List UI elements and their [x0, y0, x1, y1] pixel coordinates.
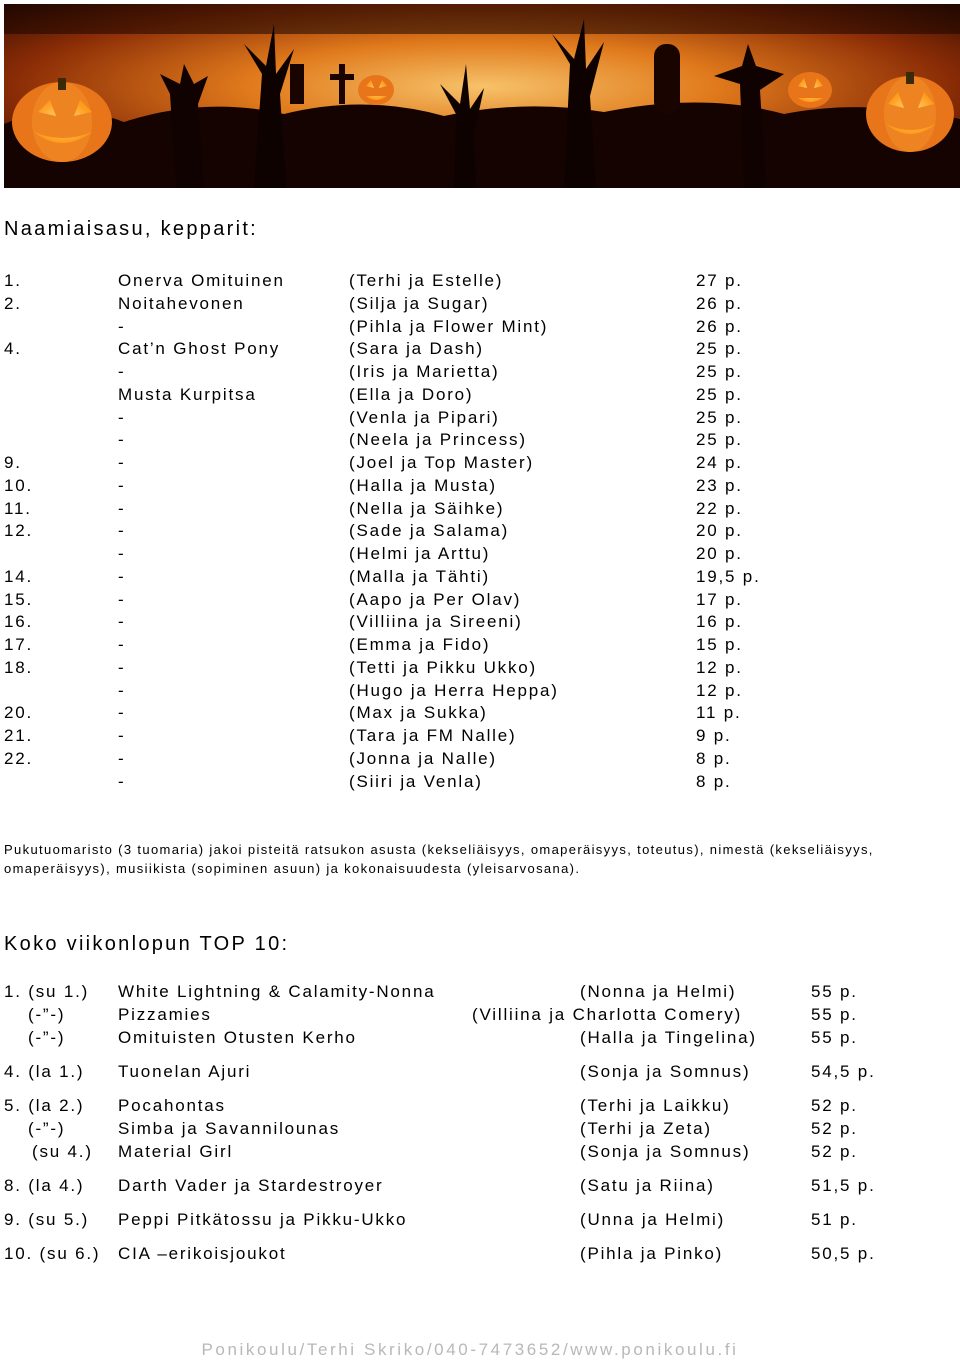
rank-cell: 15. [4, 589, 34, 609]
points-cell: 11 p. [696, 703, 742, 723]
points-cell: 52 p. [811, 1096, 858, 1115]
riders-cell: (Joel ja Top Master) [349, 453, 534, 472]
riders-cell: (Ella ja Doro) [349, 384, 474, 404]
rank-cell: 10. [4, 475, 34, 495]
riders-cell: (Terhi ja Zeta) [580, 1119, 712, 1138]
points-cell: 25 p. [696, 407, 743, 427]
riders-cell: (Villiina ja Sireeni) [349, 612, 523, 632]
points-cell: 51,5 p. [811, 1176, 876, 1195]
costume-name-cell: Tuonelan Ajuri [118, 1062, 252, 1081]
horse-name-cell: - [118, 612, 126, 632]
points-cell: 54,5 p. [811, 1062, 876, 1081]
points-cell: 16 p. [696, 612, 743, 632]
costume-name-cell: Simba ja Savannilounas [118, 1119, 340, 1138]
costume-name-cell: Material Girl [118, 1142, 234, 1161]
horse-name-cell: - [118, 521, 126, 541]
costume-name-cell: Darth Vader ja Stardestroyer [118, 1176, 384, 1195]
points-cell: 51 p. [811, 1210, 858, 1229]
points-cell: 55 p. [811, 1005, 858, 1024]
riders-cell: (Pihla ja Pinko) [580, 1244, 724, 1263]
riders-cell: (Unna ja Helmi) [580, 1210, 726, 1229]
horse-name-cell: - [118, 589, 126, 609]
rank-cell: 4. [4, 339, 22, 359]
points-cell: 26 p. [696, 316, 743, 336]
horse-name-cell: Onerva Omituinen [118, 271, 285, 290]
judging-note: Pukutuomaristo (3 tuomaria) jakoi pisteitä ratsukon asusta (kekseliäisyys, omaperäisyys, toteutus), nimestä (kekseliäisyys, omaperäisyys), musiikista (sopiminen asuun) ja kokonaisuudesta (yleisarvosana). [4, 842, 874, 876]
rank-cell: (-”-) [28, 1028, 66, 1047]
rank-cell: 20. [4, 703, 34, 723]
horse-name-cell: - [118, 680, 126, 700]
points-cell: 50,5 p. [811, 1244, 876, 1263]
rank-cell: (su 4.) [32, 1142, 93, 1161]
points-cell: 25 p. [696, 384, 743, 404]
horse-name-cell: - [118, 635, 126, 654]
points-cell: 20 p. [696, 544, 743, 563]
points-cell: 27 p. [696, 271, 743, 290]
horse-name-cell: - [118, 748, 126, 768]
horse-name-cell: - [118, 475, 126, 495]
riders-cell: (Sonja ja Somnus) [580, 1062, 751, 1081]
rank-cell: 2. [4, 293, 22, 313]
rank-cell: 18. [4, 657, 34, 677]
section-title-top10: Koko viikonlopun TOP 10: [4, 933, 290, 955]
section-title-costume: Naamiaisasu, kepparit: [4, 218, 259, 240]
riders-cell: (Siiri ja Venla) [349, 771, 483, 791]
riders-cell: (Hugo ja Herra Heppa) [349, 680, 559, 700]
points-cell: 22 p. [696, 498, 743, 518]
horse-name-cell: Noitahevonen [118, 293, 245, 313]
horse-name-cell: - [118, 430, 126, 450]
riders-cell: (Tara ja FM Nalle) [349, 726, 517, 745]
riders-cell: (Pihla ja Flower Mint) [349, 316, 549, 336]
rank-cell: 11. [4, 498, 32, 518]
horse-name-cell: - [118, 544, 126, 563]
costume-name-cell: Omituisten Otusten Kerho [118, 1028, 357, 1047]
rank-cell: 8. (la 4.) [4, 1176, 85, 1195]
horse-name-cell: - [118, 771, 126, 791]
riders-cell: (Venla ja Pipari) [349, 407, 500, 427]
points-cell: 20 p. [696, 521, 743, 541]
rank-cell: 5. (la 2.) [4, 1096, 85, 1115]
riders-cell: (Silja ja Sugar) [349, 293, 490, 313]
rank-cell: 4. (la 1.) [4, 1062, 85, 1081]
riders-cell: (Halla ja Tingelina) [580, 1028, 757, 1047]
points-cell: 8 p. [696, 771, 732, 791]
riders-cell: (Aapo ja Per Olav) [349, 589, 522, 609]
points-cell: 52 p. [811, 1142, 858, 1161]
rank-cell: (-”-) [28, 1119, 66, 1138]
horse-name-cell: Musta Kurpitsa [118, 384, 257, 404]
costume-name-cell: CIA –erikoisjoukot [118, 1244, 287, 1263]
riders-cell: (Tetti ja Pikku Ukko) [349, 657, 538, 677]
points-cell: 25 p. [696, 362, 743, 381]
rank-cell: 10. (su 6.) [4, 1244, 101, 1263]
rank-cell: 21. [4, 726, 34, 745]
points-cell: 12 p. [696, 680, 743, 700]
riders-cell: (Helmi ja Arttu) [349, 544, 491, 563]
rank-cell: 1. (su 1.) [4, 982, 90, 1001]
costume-name-cell: Pizzamies [118, 1005, 212, 1024]
horse-name-cell: Cat’n Ghost Pony [118, 339, 281, 359]
riders-cell: (Terhi ja Laikku) [580, 1096, 731, 1115]
rank-cell: 9. (su 5.) [4, 1210, 90, 1229]
riders-cell: (Sara ja Dash) [349, 339, 484, 359]
riders-cell: (Emma ja Fido) [349, 635, 491, 654]
riders-cell: (Max ja Sukka) [349, 703, 488, 723]
riders-cell: (Halla ja Musta) [349, 475, 497, 495]
horse-name-cell: - [118, 362, 126, 381]
riders-cell: (Malla ja Tähti) [349, 566, 490, 586]
rank-cell: 1. [4, 271, 22, 290]
rank-cell: 9. [4, 453, 22, 472]
horse-name-cell: - [118, 498, 126, 518]
points-cell: 26 p. [696, 293, 743, 313]
costume-name-cell: Peppi Pitkätossu ja Pikku-Ukko [118, 1210, 408, 1229]
costume-name-cell: White Lightning & Calamity-Nonna [118, 982, 436, 1001]
riders-cell: (Nonna ja Helmi) [580, 982, 737, 1001]
points-cell: 17 p. [696, 589, 743, 609]
points-cell: 25 p. [696, 430, 743, 450]
points-cell: 9 p. [696, 726, 732, 745]
riders-cell: (Neela ja Princess) [349, 430, 527, 450]
costume-name-cell: Pocahontas [118, 1096, 226, 1115]
riders-cell: (Iris ja Marietta) [349, 362, 500, 381]
footer-contact: Ponikoulu/Terhi Skriko/040-7473652/www.ponikoulu.fi [201, 1340, 739, 1359]
points-cell: 12 p. [696, 657, 743, 677]
rank-cell: 12. [4, 521, 34, 541]
riders-cell: (Nella ja Säihke) [349, 498, 505, 518]
points-cell: 15 p. [696, 635, 743, 654]
horse-name-cell: - [118, 566, 126, 586]
halloween-banner [4, 4, 960, 188]
points-cell: 52 p. [811, 1119, 858, 1138]
riders-cell: (Sade ja Salama) [349, 521, 510, 541]
horse-name-cell: - [118, 407, 126, 427]
points-cell: 24 p. [696, 453, 743, 472]
riders-cell: (Sonja ja Somnus) [580, 1142, 751, 1161]
rank-cell: 14. [4, 566, 34, 586]
riders-cell: (Jonna ja Nalle) [349, 748, 497, 768]
horse-name-cell: - [118, 453, 126, 472]
rank-cell: 16. [4, 612, 34, 632]
riders-cell: (Satu ja Riina) [580, 1176, 715, 1195]
horse-name-cell: - [118, 726, 126, 745]
points-cell: 19,5 p. [696, 566, 761, 586]
points-cell: 55 p. [811, 982, 858, 1001]
rank-cell: 22. [4, 748, 34, 768]
horse-name-cell: - [118, 316, 126, 336]
rank-cell: (-”-) [28, 1005, 66, 1024]
riders-cell: (Terhi ja Estelle) [349, 271, 504, 290]
horse-name-cell: - [118, 657, 126, 677]
points-cell: 23 p. [696, 475, 743, 495]
rank-cell: 17. [4, 635, 34, 654]
points-cell: 55 p. [811, 1028, 858, 1047]
points-cell: 8 p. [696, 748, 732, 768]
points-cell: 25 p. [696, 339, 743, 359]
riders-cell: (Villiina ja Charlotta Comery) [472, 1005, 743, 1024]
horse-name-cell: - [118, 703, 126, 723]
